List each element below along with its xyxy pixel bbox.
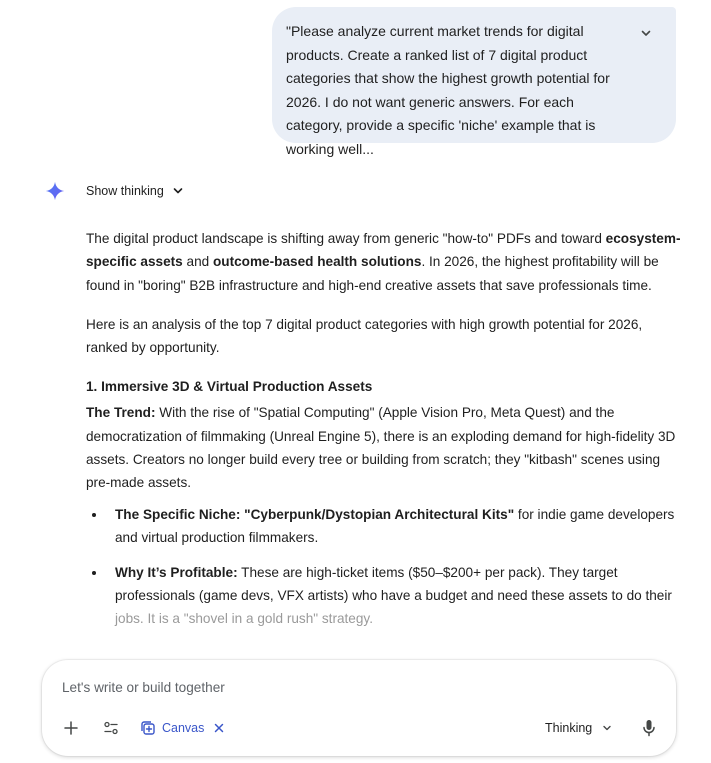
bold-phrase: ecosystem-specific assets (86, 231, 681, 270)
show-thinking-label: Show thinking (86, 184, 164, 198)
section-bullets (86, 503, 682, 631)
summary-paragraph: Here is an analysis of the top 7 digital product categories with high growth potential for 2026, ranked by opportunity. (86, 316, 643, 356)
mode-label: Thinking (545, 721, 593, 735)
microphone-icon (642, 719, 656, 737)
gemini-sparkle-icon (44, 180, 66, 202)
chevron-down-icon (640, 27, 652, 39)
user-prompt-bubble (272, 7, 676, 157)
canvas-icon (140, 720, 156, 736)
user-prompt-text: "Please analyze current market trends for digital products. Create a ranked list of 7 digital product categories that show the highest growth potential for 2026. I do not want generic answers. For each category, provide a specific 'niche' example that is working well... (286, 23, 610, 157)
chevron-down-icon (172, 185, 184, 197)
trend-label: The Trend: (86, 405, 156, 421)
prompt-composer (42, 660, 676, 756)
section-heading: 1. Immersive 3D & Virtual Production Assets (86, 378, 373, 394)
prompt-input[interactable] (62, 677, 642, 697)
list-item: Why It’s Profitable: These are high-ticket items ($50–$200+ per pack). They target professionals (game devs, VFX artists) who have a budget and need these assets to do their jobs. It is a "shovel in a gold rush" strategy. (86, 561, 682, 631)
add-button[interactable] (62, 719, 80, 737)
close-icon[interactable] (213, 722, 225, 734)
expand-prompt-button[interactable] (638, 25, 654, 41)
chevron-down-icon (602, 723, 612, 733)
tools-button[interactable] (102, 719, 120, 737)
tools-sliders-icon (103, 720, 119, 736)
bold-phrase: outcome-based health solutions (212, 254, 422, 270)
canvas-chip[interactable] (140, 717, 225, 739)
canvas-label: Canvas (162, 721, 205, 735)
trend-paragraph: The Trend: With the rise of "Spatial Computing" (Apple Vision Pro, Meta Quest) and the democratization of filmmaking (Unreal Engine 5), there is an exploding demand for high-fidelity 3D assets. Creators no longer build every tree or building from scratch; they "kitbash" scenes using pre-made assets. (86, 405, 676, 491)
list-item: The Specific Niche: "Cyberpunk/Dystopian Architectural Kits" for indie game developers and virtual production filmmakers. (86, 503, 682, 550)
plus-icon (64, 721, 78, 735)
intro-paragraph: The digital product landscape is shifting away from generic "how-to" PDFs and toward ecosystem-specific assets and outcome-based health solutions. In 2026, the highest profitability will be found in "boring" B2B infrastructure and high-end creative assets that save professionals time. (86, 231, 681, 293)
show-thinking-toggle[interactable] (44, 180, 184, 202)
composer-toolbar (42, 717, 676, 741)
assistant-response (86, 227, 682, 642)
mode-selector[interactable] (545, 717, 612, 739)
microphone-button[interactable] (640, 718, 658, 738)
